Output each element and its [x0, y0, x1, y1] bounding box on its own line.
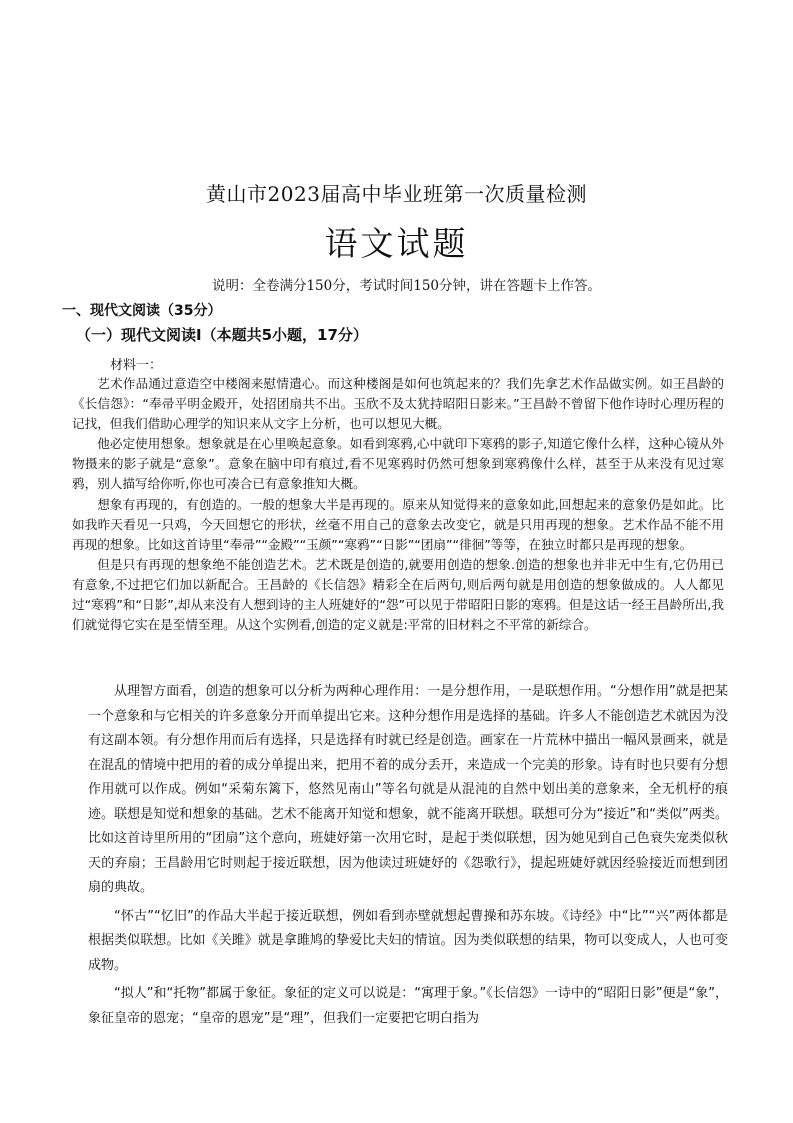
material-label: 材料一： — [110, 358, 163, 373]
paragraph: 从理智方面看，创造的想象可以分析为两种心理作用：一是分想作用，一是联想作用。“分想作用”就是把某一个意象和与它相关的许多意象分开而单提出它来。这种分想作用是选择的基础。许多人不能创造艺术就因为没有这副本领。有分想作用而后有选择，只是选择有时就已经是创造。画家在一片荒林中描出一幅风景画来，就是在混乱的情境中把用的着的成分单提出来，把用不着的成分丢开，来造成一个完美的形象。诗有时也只要有分想作用就可以作成。例如“采菊东篱下，悠然见南山”等名句就是从混沌的自然中划出美的意象来，全无机杼的痕迹。联想是知觉和想象的基础。艺术不能离开知觉和想象，就不能离开联想。联想可分为“接近”和“类似”两类。比如这首诗里所用的“团扇”这个意向，班婕妤第一次用它时，是起于类似联想，因为她见到自己色衰失宠类似秋天的弃扇；王昌龄用它时则起于接近联想，因为他读过班婕妤的《怨歌行》，提起班婕妤就因经验接近而想到团扇的典故。 — [88, 684, 728, 895]
passage-block-2 — [88, 680, 728, 1031]
paragraph: “怀古”“忆旧”的作品大半起于接近联想，例如看到赤壁就想起曹操和苏东坡。《诗经》中“比”“兴”两体都是根据类似联想。比如《关雎》就是拿雎鸠的挚爱比夫妇的情谊。因为类似联想的结果，物可以变成人，人也可变成物。 — [88, 908, 728, 973]
paragraph: 但是只有再现的想象绝不能创造艺术。艺术既是创造的,就要用创造的想象.创造的想象也并非无中生有,它仍用已有意象,不过把它们加以新配合。王昌龄的《长信怨》精彩全在后两句,则后两句就是用创造的想象做成的。人人都见过“寒鸦”和“日影”,却从来没有人想到诗的主人班婕妤的“怨”可以见于带昭阳日影的寒鸦。但是这话一经王昌龄所出,我们就觉得它实在是至情至理。从这个实例看,创造的定义就是:平常的旧材料之不平常的新综合。 — [72, 556, 724, 633]
paragraph: 他必定使用想象。想象就是在心里唤起意象。如看到寒鸦,心中就印下寒鸦的影子,知道它像什么样，这种心镜从外物摄来的影子就是“意象”。意象在脑中印有痕过,看不见寒鸦时仍然可想象到寒鸦像什么样，甚至于从来没有见过寒鸦，别人描写给你听,你也可凑合已有意象推知大概。 — [72, 436, 724, 492]
exam-title: 黄山市2023届高中毕业班第一次质量检测 — [206, 182, 587, 206]
passage-block-1 — [72, 374, 724, 635]
subject-title: 语文试题 — [324, 224, 469, 263]
exam-instructions: 说明：全卷满分150分，考试时间150分钟，讲在答题卡上作答。 — [211, 278, 602, 294]
section-heading: 一、现代文阅读（35分） — [62, 303, 222, 319]
paragraph: 艺术作品通过意造空中楼阁来慰情遣心。而这种楼阁是如何也筑起来的？我们先拿艺术作品做实例。如王昌龄的《长信怨》：“奉帚平明金殿开，处招团扇共不出。玉欣不及太犹持昭阳日影来。”王昌龄不曾留下他作诗时心理历程的记找，但我们借助心理学的知识来从文字上分析，也可以想见大概。 — [72, 376, 724, 432]
paragraph: “拟人”和“托物”都属于象征。象征的定义可以说是：“寓理于象。”《长信怨》一诗中的“昭阳日影”便是“象”，象征皇帝的恩宠；“皇帝的恩宠”是“理”，但我们一定要把它明白指为 — [88, 986, 728, 1026]
subsection-heading: （一）现代文阅读Ⅰ（本题共5小题，17分） — [76, 326, 368, 344]
paragraph: 想象有再现的，有创造的。一般的想象大半是再现的。原来从知觉得来的意象如此,回想起来的意象仍是如此。比如我昨天看见一只鸡，今天回想它的形状，丝毫不用自己的意象去改变它，就是只用再现的想象。艺术作品不能不用再现的想象。比如这首诗里“奉帚”“金殿”“玉颜”“寒鸦”“日影”“团扇”“徘徊”等等，在独立时都只是再现的想象。 — [72, 496, 724, 552]
